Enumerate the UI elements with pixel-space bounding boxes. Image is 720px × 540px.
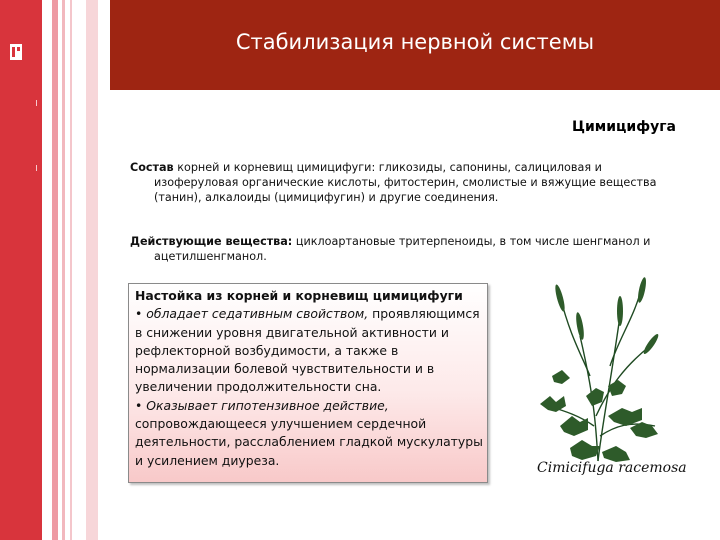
bullet-marker: • bbox=[135, 397, 147, 413]
active-substances-paragraph bbox=[130, 234, 690, 264]
decor-tick bbox=[36, 165, 37, 171]
active-line: циклоартановые тритерпеноиды, в том числе шенгманол и bbox=[292, 235, 651, 248]
bullet2-emphasis: Оказывает гипотензивное действие, bbox=[146, 397, 389, 413]
decor-stripe bbox=[98, 0, 108, 540]
composition-line: изоферуловая органические кислоты, фитостерин, смолистые и вяжущие вещества bbox=[154, 176, 657, 189]
plant-illustration-icon bbox=[510, 276, 680, 486]
slide-subtitle: Цимицифуга bbox=[571, 119, 676, 135]
decor-mark-icon bbox=[10, 44, 22, 60]
slide-title: Стабилизация нервной системы bbox=[235, 30, 595, 54]
bullet-marker: • bbox=[135, 306, 147, 322]
active-lead: Действующие вещества: bbox=[130, 235, 293, 248]
tincture-box bbox=[128, 283, 488, 483]
composition-line: корней и корневищ цимицифуги: гликозиды, сапонины, салициловая и bbox=[173, 161, 602, 174]
active-line: ацетилшенгманол. bbox=[154, 250, 267, 263]
plant-caption: Cimicifuga racemosa bbox=[537, 460, 687, 476]
tincture-text bbox=[135, 287, 485, 470]
bullet2-text: сопровождающееся улучшением сердечной деятельности, расслаблением гладкой мускулатуры и усилением диуреза. bbox=[135, 416, 483, 468]
composition-paragraph bbox=[130, 160, 690, 205]
tincture-heading: Настойка из корней и корневищ цимицифуги bbox=[135, 288, 463, 303]
bullet1-emphasis: обладает седативным свойством, bbox=[146, 306, 369, 322]
composition-line: (танин), алкалоиды (цимицифугин) и другие соединения. bbox=[154, 191, 499, 204]
decor-stripe bbox=[42, 0, 52, 540]
bullet1-text: проявляющимся в снижении уровня двигательной активности и рефлекторной возбудимости, а также в нормализации болевой чувствительности и в увеличении продолжительности сна. bbox=[135, 306, 480, 395]
decor-tick bbox=[36, 100, 37, 106]
decor-stripe bbox=[86, 0, 98, 540]
composition-lead: Состав bbox=[130, 161, 174, 174]
decor-stripe-red bbox=[0, 0, 42, 540]
decor-stripe bbox=[72, 0, 86, 540]
